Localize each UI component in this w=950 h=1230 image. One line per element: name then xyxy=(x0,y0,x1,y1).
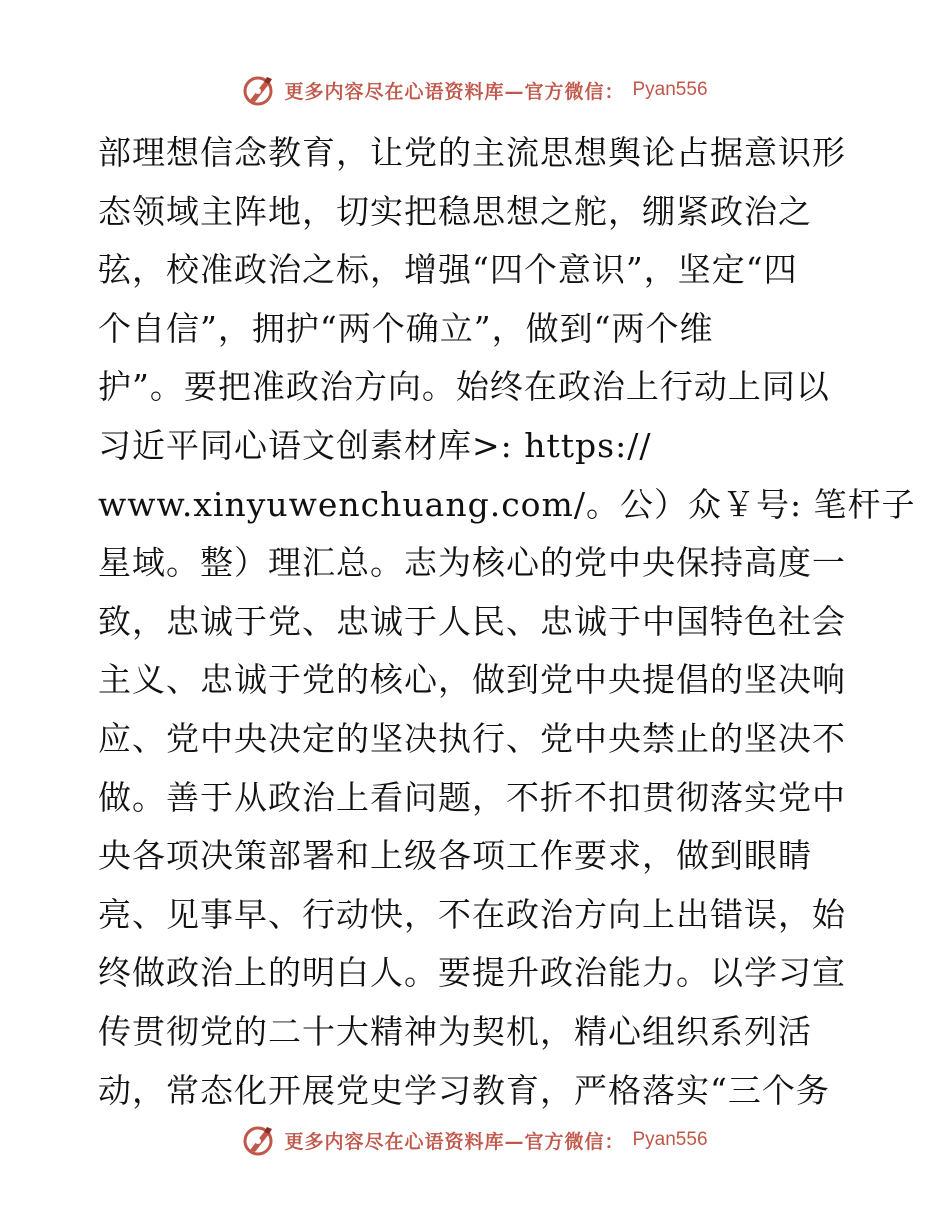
body-line: 弦，校准政治之标，增强“四个意识”，坚定“四 xyxy=(98,250,798,290)
body-line: 主义、忠诚于党的核心，做到党中央提倡的坚决响 xyxy=(98,660,846,700)
header-promo-text: 更多内容尽在心语资料库—官方微信： xyxy=(284,80,625,103)
body-line: 个自信”，拥护“两个确立”，做到“两个维 xyxy=(98,308,714,348)
body-line: 习近平同心语文创素材库>: https:// xyxy=(98,425,652,465)
body-line: 致，忠诚于党、忠诚于人民、忠诚于中国特色社会 xyxy=(98,601,846,641)
body-line: 护”。要把准政治方向。始终在政治上行动上同以 xyxy=(98,367,830,407)
body-line: www.xinyuwenchuang.com/。公）众￥号: 笔杆子 xyxy=(98,484,916,524)
pen-in-circle-icon xyxy=(242,1123,276,1157)
body-line: 应、党中央决定的坚决执行、党中央禁止的坚决不 xyxy=(98,718,846,758)
body-line: 终做政治上的明白人。要提升政治能力。以学习宣 xyxy=(98,953,846,993)
body-line: 央各项决策部署和上级各项工作要求，做到眼睛 xyxy=(98,836,812,876)
footer-wechat-id: Pyan556 xyxy=(632,1129,708,1150)
body-line: 动，常态化开展党史学习教育，严格落实“三个务 xyxy=(98,1070,830,1110)
pen-in-circle-icon xyxy=(242,73,276,107)
footer-promo-text: 更多内容尽在心语资料库—官方微信： xyxy=(284,1130,625,1153)
header-wechat-id: Pyan556 xyxy=(632,79,708,100)
header-banner xyxy=(0,70,950,110)
body-line: 态领域主阵地，切实把稳思想之舵，绷紧政治之 xyxy=(98,191,812,231)
body-line: 部理想信念教育，让党的主流思想舆论占据意识形 xyxy=(98,133,846,172)
document-body xyxy=(98,124,916,1120)
body-line: 亮、见事早、行动快，不在政治方向上出错误，始 xyxy=(98,894,846,934)
footer-banner xyxy=(0,1120,950,1160)
body-line: 传贯彻党的二十大精神为契机，精心组织系列活 xyxy=(98,1011,812,1051)
body-line: 星域。整）理汇总。志为核心的党中央保持高度一 xyxy=(98,543,846,583)
body-line: 做。善于从政治上看问题，不折不扣贯彻落实党中 xyxy=(98,777,846,817)
